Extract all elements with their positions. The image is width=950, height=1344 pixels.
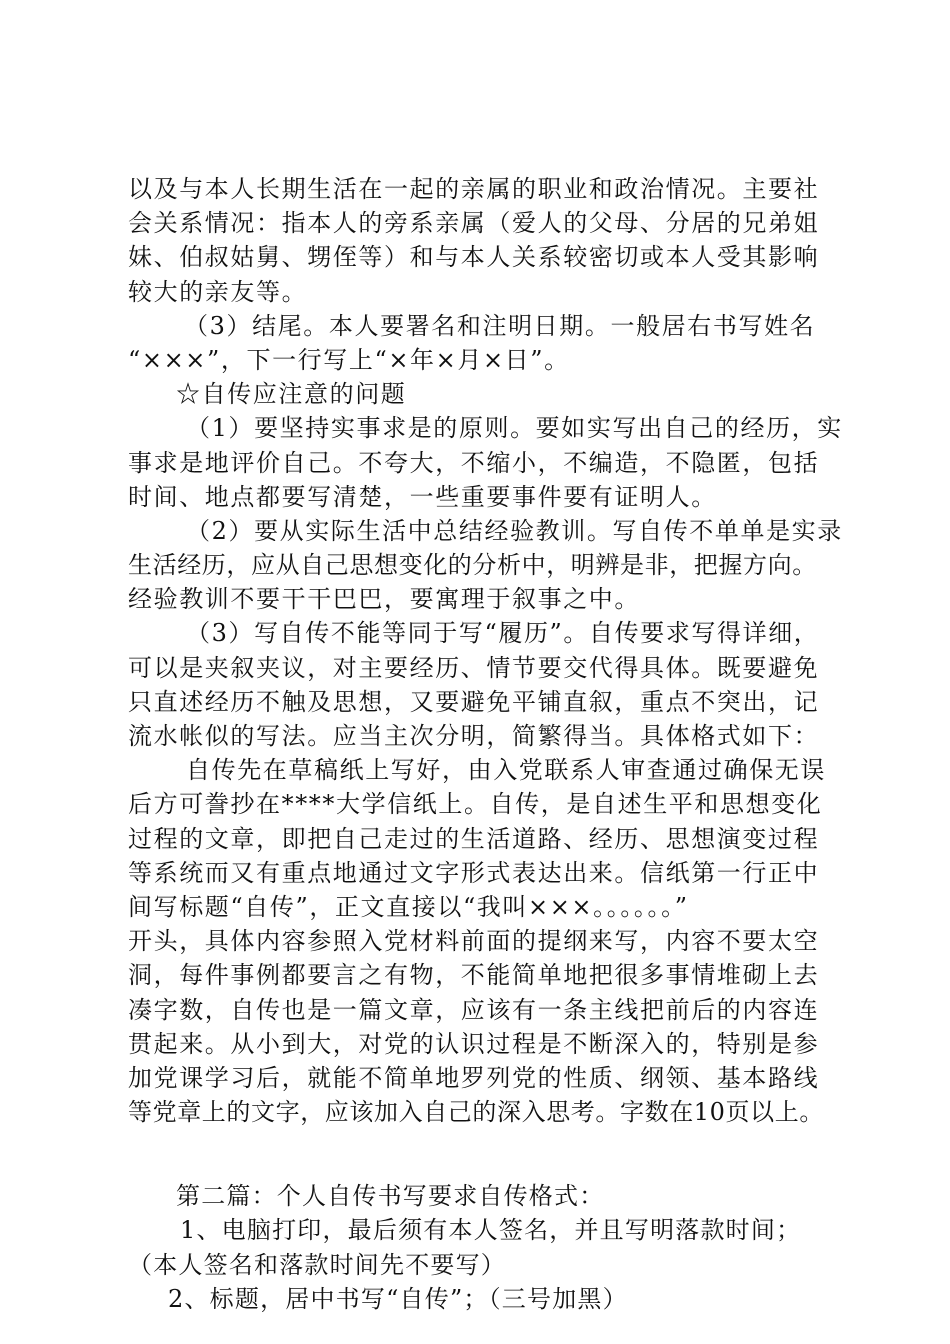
paragraph-line: （1）要坚持实事求是的原则。要如实写出自己的经历，实	[186, 414, 843, 443]
paragraph-line: （3）结尾。本人要署名和注明日期。一般居右书写姓名	[184, 311, 816, 340]
paragraph-line: 只直述经历不触及思想，又要避免平铺直叙，重点不突出，记	[128, 687, 820, 716]
paragraph-line: 经验教训不要干干巴巴，要寓理于叙事之中。	[128, 585, 640, 614]
paragraph-line: （3）写自传不能等同于写“履历”。自传要求写得详细，	[186, 619, 820, 648]
paragraph-line: 后方可誊抄在****大学信纸上。自传，是自述生平和思想变化	[128, 790, 823, 819]
paragraph-line: 妹、伯叔姑舅、甥侄等）和与本人关系较密切或本人受其影响	[128, 243, 820, 272]
paragraph-line: 自传先在草稿纸上写好，由入党联系人审查通过确保无误	[186, 756, 826, 785]
section-heading: ☆自传应注意的问题	[176, 380, 407, 409]
section-two	[128, 1179, 868, 1316]
paragraph-line: 可以是夹叙夹议，对主要经历、情节要交代得具体。既要避免	[128, 653, 820, 682]
paragraph-line: 流水帐似的写法。应当主次分明，简繁得当。具体格式如下：	[128, 722, 820, 750]
paragraph-line: 较大的亲友等。	[128, 277, 308, 306]
paragraph-line: 等系统而又有重点地通过文字形式表达出来。信纸第一行正中	[128, 858, 820, 887]
list-item: 1、电脑打印，最后须有本人签名，并且写明落款时间；	[180, 1216, 802, 1245]
paragraph-line: 时间、地点都要写清楚，一些重要事件要有证明人。	[128, 482, 717, 511]
paragraph-line: 间写标题“自传”，正文直接以“我叫×××。。。。。。”	[128, 892, 689, 921]
paragraph-line: 等党章上的文字，应该加入自己的深入思考。字数在10页以上。	[128, 1098, 824, 1127]
document-body	[128, 172, 868, 1316]
paragraph-line: 贯起来。从小到大，对党的认识过程是不断深入的，特别是参	[128, 1029, 820, 1058]
paragraph-line: （2）要从实际生活中总结经验教训。写自传不单单是实录	[186, 516, 843, 545]
list-item: 2、标题，居中书写“自传”；（三号加黑）	[168, 1284, 628, 1313]
paragraph-line: 凑字数，自传也是一篇文章，应该有一条主线把前后的内容连	[128, 995, 820, 1024]
paragraph-line: “×××”，下一行写上“×年×月×日”。	[128, 345, 570, 374]
section-title: 第二篇：个人自传书写要求自传格式：	[176, 1182, 605, 1211]
paragraph-line: 事求是地评价自己。不夸大，不缩小，不编造，不隐匿，包括	[128, 448, 820, 477]
paragraph-line: 开头，具体内容参照入党材料前面的提纲来写，内容不要太空	[128, 927, 820, 956]
paragraph-line: 生活经历，应从自己思想变化的分析中，明辨是非，把握方向。	[128, 551, 817, 580]
paragraph-line: 加党课学习后，就能不简单地罗列党的性质、纲领、基本路线	[128, 1063, 820, 1092]
paragraph-line: 会关系情况：指本人的旁系亲属（爱人的父母、分居的兄弟姐	[128, 209, 820, 238]
paragraph-line: 洞，每件事例都要言之有物，不能简单地把很多事情堆砌上去	[128, 961, 820, 990]
paragraph-line: 过程的文章，即把自己走过的生活道路、经历、思想演变过程	[128, 824, 820, 853]
section-spacer	[128, 1129, 868, 1179]
list-item-note: （本人签名和落款时间先不要写）	[128, 1250, 506, 1279]
paragraph-line: 以及与本人长期生活在一起的亲属的职业和政治情况。主要社	[128, 175, 820, 203]
